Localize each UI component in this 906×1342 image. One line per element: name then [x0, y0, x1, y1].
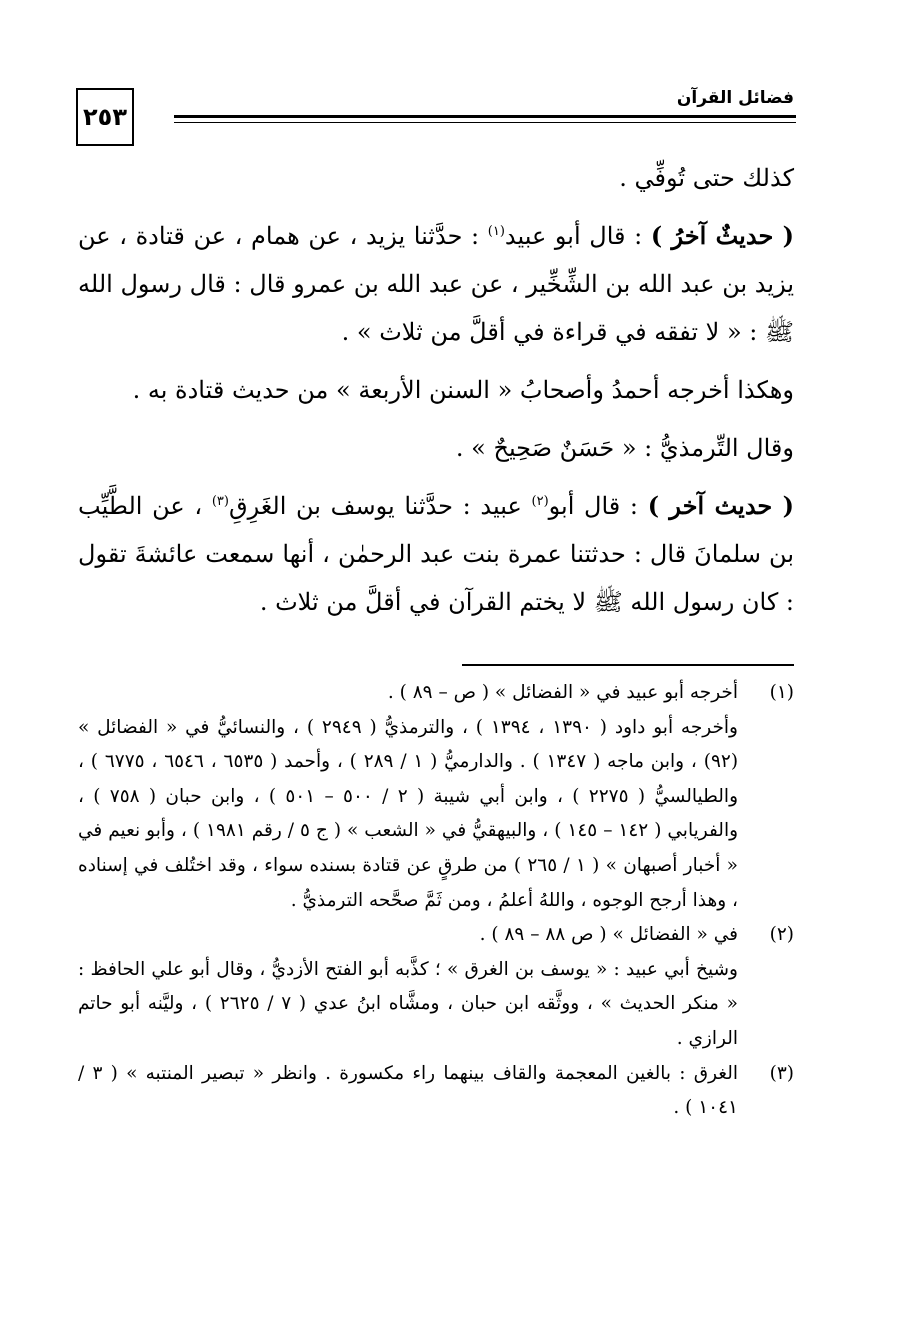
footnote-ref-1: (١) [487, 224, 505, 239]
paragraph-2-text-b: : حدَّثنا يزيد ، عن همام ، عن قتادة ، عن يزيد بن عبد الله بن الشِّخِّير ، عن عبد الله بن عمرو قال : قال رسول الله ﷺ : « لا تفقه في قراءة في أقلَّ من ثلاث » . [78, 222, 794, 346]
footnote-line: أخرجه أبو عبيد في « الفضائل » ( ص – ٨٩ ) . [387, 682, 738, 703]
hadith-heading-1: ( حديثٌ آخرُ ) [650, 221, 794, 250]
page-number [76, 88, 134, 146]
footnote-line: وأخرجه أبو داود ( ١٣٩٠ ، ١٣٩٤ ) ، والترمذيُّ ( ٢٩٤٩ ) ، والنسائيُّ في « الفضائل » (٩٢) ، وابن ماجه ( ١٣٤٧ ) . والدارميُّ ( ١ / ٢٨٩ ) ، وأحمد ( ٦٥٣٥ ، ٦٥٤٦ ، ٦٧٧٥ ) ، والطيالسيُّ ( ٢٢٧٥ ) ، وابن أبي شيبة ( ٢ / ٥٠٠ – ٥٠١ ) ، وابن حبان ( ٧٥٨ ) ، والفريابي ( ١٤٢ – ١٤٥ ) ، والبيهقيُّ في « الشعب » ( ج ٥ / رقم ١٩٨١ ) ، وأبو نعيم في « أخبار أصبهان » ( ١ / ٢٦٥ ) من طرقٍ عن قتادة بسنده سواء ، وقد اختُلف في إسناده ، وهذا أرجح الوجوه ، واللهُ أعلمُ ، ومن ثَمَّ صحَّحه الترمذيُّ . [78, 716, 739, 911]
paragraph-5 [78, 482, 794, 626]
paragraph-5-text-a: : قال أبو [548, 492, 648, 520]
paragraph-4: وقال التِّرمذيُّ : « حَسَنٌ صَحِيحٌ » . [455, 434, 794, 462]
header-rule-thick [174, 115, 796, 118]
paragraph-2 [78, 212, 794, 356]
hadith-heading-2: ( حديث آخر ) [647, 491, 794, 520]
footnote-ref-2: (٢) [531, 494, 549, 509]
main-text [78, 154, 794, 636]
footnote-line: في « الفضائل » ( ص ٨٨ – ٨٩ ) . [479, 924, 738, 946]
footnote-3 [78, 1057, 794, 1126]
paragraph-5-text-b: عبيد : حدَّثنا يوسف بن الغَرِقِ [228, 492, 532, 520]
running-header-title: فضائل القرآن [676, 88, 794, 108]
paragraph-3: وهكذا أخرجه أحمدُ وأصحابُ « السنن الأربعة » من حديث قتادة به . [132, 376, 794, 404]
footnote-line: وشيخ أبي عبيد : « يوسف بن الغرق » ؛ كذَّبه أبو الفتح الأزديُّ ، وقال أبو علي الحافظ : « منكر الحديث » ، ووثَّقه ابن حبان ، ومشَّاه ابنُ عدي ( ٧ / ٢٦٢٥ ) ، وليَّنه أبو حاتم الرازي . [78, 958, 738, 1049]
footnote-number: (٣) [769, 1062, 794, 1084]
paragraph-1: كذلك حتى تُوفِّي . [619, 164, 794, 192]
paragraph-2-text-a: : قال أبو عبيد [504, 222, 651, 250]
footnote-number: (١) [769, 682, 794, 703]
footnote-ref-3: (٣) [211, 494, 229, 509]
footnote-line: الغرق : بالغين المعجمة والقاف بينهما راء مكسورة . وانظر « تبصير المنتبه » ( ٣ / ١٠٤١ ) . [78, 1062, 738, 1119]
footnote-1 [78, 676, 794, 918]
header-rule-thin [174, 122, 796, 123]
page-number-text: ٢٥٣ [83, 103, 127, 131]
footnote-2 [78, 918, 794, 1056]
paragraph-5-text-c: ، عن الطَّيِّب بن سلمانَ قال : حدثتنا عمرة بنت عبد الرحمٰن ، أنها سمعت عائشةَ تقول : كان رسول الله ﷺ لا يختم القرآن في أقلَّ من ثلاث . [78, 492, 794, 616]
footnote-separator [462, 664, 794, 666]
footnotes [78, 676, 794, 1126]
footnote-number: (٢) [769, 924, 794, 946]
